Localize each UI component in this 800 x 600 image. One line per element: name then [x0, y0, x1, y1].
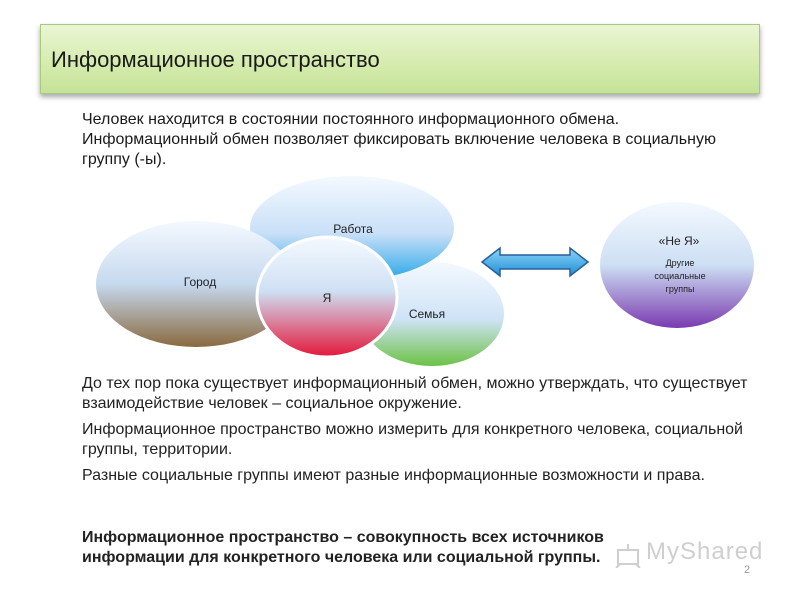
- definition-text: Информационное пространство – совокупность всех источников информации для конкретного человека или социальной группы.: [82, 529, 604, 566]
- family-label: Семья: [408, 307, 446, 321]
- double-arrow: [482, 248, 588, 276]
- paragraph-1: До тех пор пока существует информационный обмен, можно утверждать, что существует взаимодействие человек – социальное окружение.: [82, 375, 748, 412]
- work-label: Работа: [333, 222, 373, 236]
- others-label-line1: Другие: [665, 258, 695, 268]
- watermark-logo-icon: [614, 540, 642, 568]
- others-label-line2: социальные: [654, 271, 706, 281]
- slide-title: Информационное пространство: [51, 47, 380, 72]
- others-label-line3: группы: [665, 284, 695, 294]
- city-label: Город: [183, 275, 217, 289]
- self-label: Я: [322, 291, 332, 305]
- not-self-label: «Не Я»: [658, 234, 700, 248]
- watermark: [606, 536, 766, 572]
- slide-number: 2: [744, 564, 751, 576]
- body-paragraphs: [82, 374, 762, 492]
- paragraph-3: Разные социальные группы имеют разные информационные возможности и права.: [82, 467, 705, 484]
- watermark-text: MyShared: [646, 538, 764, 565]
- intro-text: Человек находится в состоянии постоянного информационного обмена. Информационный обмен позволяет фиксировать включение человека в социальную группу (-ы).: [82, 111, 716, 168]
- paragraph-2: Информационное пространство можно измерить для конкретного человека, социальной группы, территории.: [82, 421, 743, 458]
